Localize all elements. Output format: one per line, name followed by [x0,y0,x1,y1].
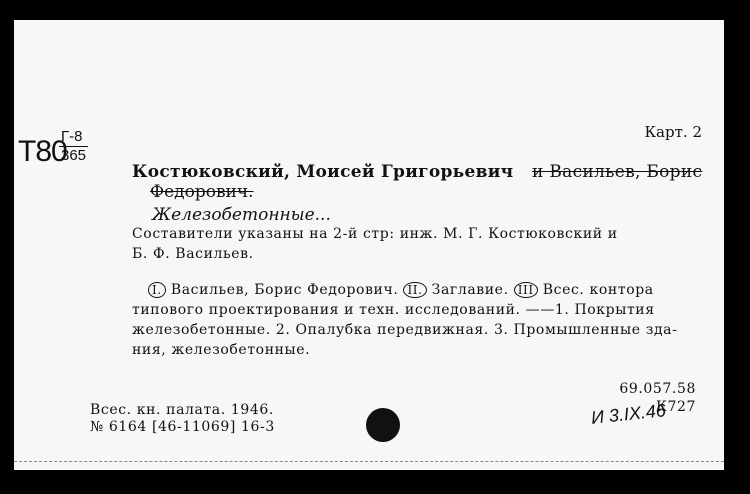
publisher-line-2: № 6164 [46-11069] 16-3 [90,419,275,435]
tracing-3: Всес. контора [542,282,654,298]
author-struck: и Васильев, Борис [532,162,703,182]
author-struck-continued: Федорович. [150,182,254,202]
catalog-card [14,20,724,470]
tracing-marker-2: II. [403,282,426,298]
tracing-1: Васильев, Борис Федорович. [170,282,399,298]
tracing-2: Заглавие. [431,282,509,298]
shelfmark-main: T80 [18,135,67,168]
classification-code: К727 [656,399,696,415]
compilers-line-1: Составители указаны на 2-й стр: инж. М. Г. Костюковский и [132,226,618,242]
compilers-line-2: Б. Ф. Васильев. [132,246,254,262]
title: Железобетонные... [152,205,331,225]
tracings-line-2: типового проектирования и техн. исследований. ——1. Покрытия [132,302,655,318]
tracing-marker-1: I. [148,282,166,298]
ink-blot [366,408,400,442]
card-bottom-edge [14,461,724,462]
udc-number: 69.057.58 [619,381,696,397]
handwritten-date-stamp: И 3.IX.46 [590,400,667,428]
shelfmark-denominator: 365 [61,147,87,164]
card-number: Карт. 2 [644,123,702,141]
tracings-line-4: ния, железобетонные. [132,342,311,358]
publisher-line-1: Всес. кн. палата. 1946. [90,402,274,418]
tracings-line-3: железобетонные. 2. Опалубка передвижная. 3. Промышленные зда- [132,322,678,338]
tracing-marker-3: III [514,282,538,298]
tracings-line-1 [148,282,654,298]
shelfmark-fraction [59,128,88,165]
author-heading [132,162,702,182]
shelfmark-numerator: Г-8 [59,128,88,147]
author-main: Костюковский, Моисей Григорьевич [132,162,514,182]
